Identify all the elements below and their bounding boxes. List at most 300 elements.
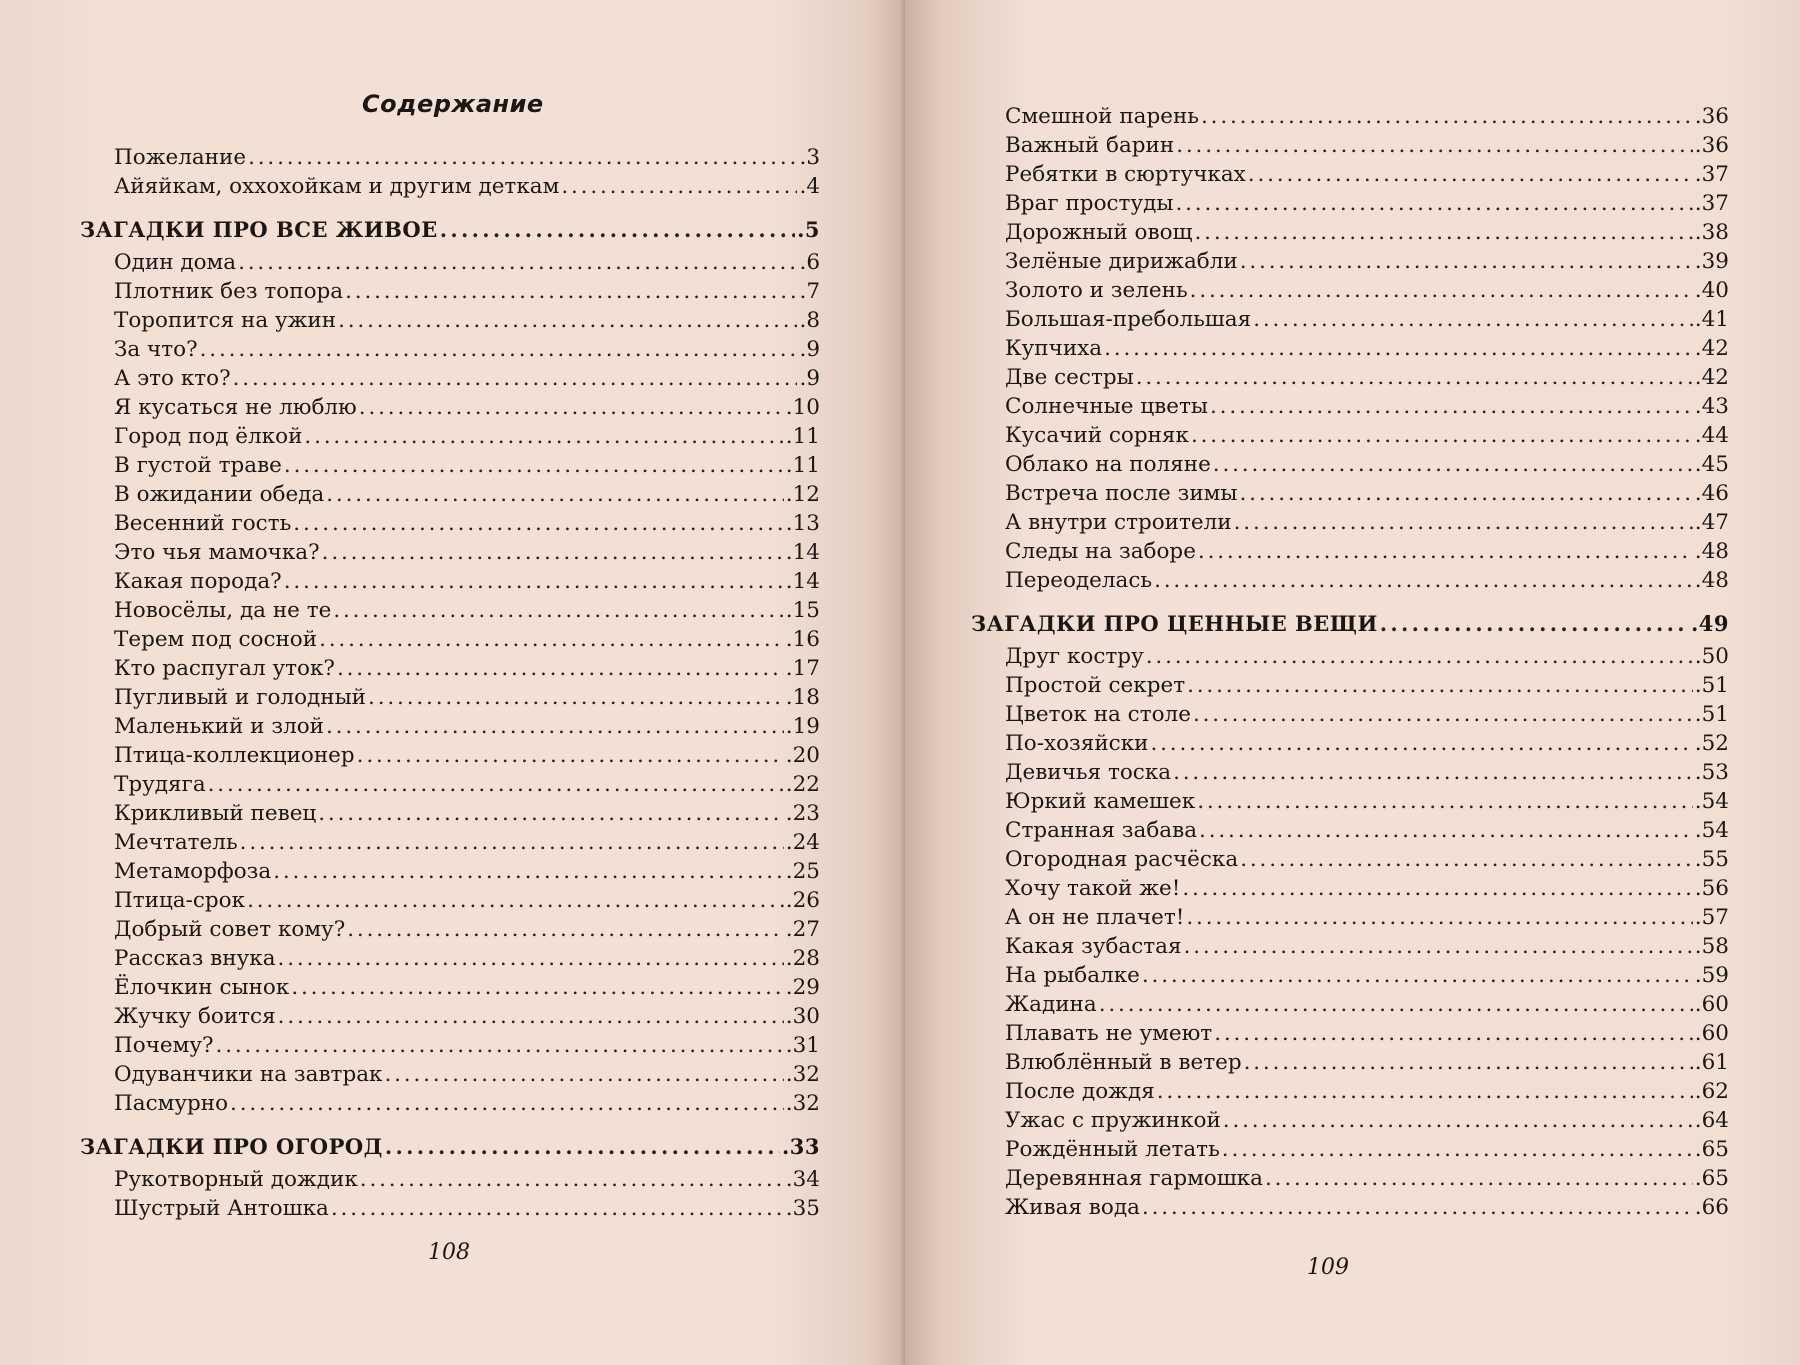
toc-entry-title: На рыбалке <box>1005 963 1140 988</box>
toc-leader-dots <box>440 215 795 244</box>
toc-entry-title: В ожидании обеда <box>114 482 325 507</box>
toc-entry-title: Большая-пребольшая <box>1005 307 1252 332</box>
toc-entry-title: А это кто? <box>114 366 231 391</box>
toc-entry-title: Трудяга <box>114 772 206 797</box>
toc-entry-page: .4 <box>799 174 820 199</box>
toc-entry-title: ЗАГАДКИ ПРО ВСЕ ЖИВОЕ <box>80 217 438 242</box>
toc-entry <box>971 787 1729 816</box>
toc-entry-page: .37 <box>1694 191 1729 216</box>
toc-entry <box>971 102 1729 131</box>
toc-entry <box>971 874 1729 903</box>
toc-entry-page: .53 <box>1694 760 1729 785</box>
toc-entry <box>971 729 1729 758</box>
toc-entry-title: Девичья тоска <box>1005 760 1172 785</box>
toc-list-right <box>971 102 1729 1222</box>
toc-entry-title: Рукотворный дождик <box>114 1167 358 1192</box>
toc-list-left <box>80 143 820 1223</box>
toc-entry <box>80 422 820 451</box>
toc-entry-title: Облако на поляне <box>1005 452 1211 477</box>
toc-entry <box>971 450 1729 479</box>
toc-entry <box>80 741 820 770</box>
toc-entry-page: .19 <box>785 714 820 739</box>
toc-entry <box>80 364 820 393</box>
toc-entry-title: Одуванчики на завтрак <box>114 1062 383 1087</box>
toc-leader-dots <box>1184 932 1693 961</box>
toc-leader-dots <box>345 277 797 306</box>
toc-leader-dots <box>1240 247 1693 276</box>
toc-leader-dots <box>1380 609 1689 638</box>
toc-entry-page: .35 <box>785 1196 820 1221</box>
toc-entry-title: Плавать не умеют <box>1005 1021 1213 1046</box>
toc-entry-title: Жадина <box>1005 992 1097 1017</box>
toc-entry-title: Мечтатель <box>114 830 238 855</box>
toc-entry-page: .41 <box>1694 307 1729 332</box>
toc-entry <box>971 363 1729 392</box>
toc-entry-page: .57 <box>1694 905 1729 930</box>
toc-entry-title: В густой траве <box>114 453 282 478</box>
toc-leader-dots <box>230 1089 784 1118</box>
toc-entry-title: Встреча после зимы <box>1005 481 1238 506</box>
toc-entry-title: Новосёлы, да не те <box>114 598 332 623</box>
toc-entry-title: Жучку боится <box>114 1004 276 1029</box>
toc-entry <box>80 393 820 422</box>
toc-entry <box>971 392 1729 421</box>
toc-entry <box>971 1106 1729 1135</box>
toc-leader-dots <box>304 422 783 451</box>
toc-leader-dots <box>1210 392 1693 421</box>
toc-leader-dots <box>1142 1193 1693 1222</box>
toc-entry-page: .54 <box>1694 789 1729 814</box>
toc-leader-dots <box>1176 131 1693 160</box>
toc-leader-dots <box>319 625 784 654</box>
toc-leader-dots <box>1197 787 1693 816</box>
toc-entry <box>971 671 1729 700</box>
toc-entry-page: .30 <box>785 1004 820 1029</box>
toc-entry-title: Весенний гость <box>114 511 292 536</box>
toc-entry <box>80 277 820 306</box>
toc-entry <box>80 712 820 741</box>
toc-entry <box>80 915 820 944</box>
toc-leader-dots <box>1214 1019 1693 1048</box>
toc-entry <box>971 1164 1729 1193</box>
toc-leader-dots <box>273 857 784 886</box>
toc-leader-dots <box>561 172 797 201</box>
toc-entry-page: .27 <box>785 917 820 942</box>
toc-leader-dots <box>1253 305 1693 334</box>
toc-entry <box>971 816 1729 845</box>
toc-leader-dots <box>1146 642 1693 671</box>
toc-entry-page: .48 <box>1694 568 1729 593</box>
toc-section-heading <box>80 215 820 244</box>
toc-leader-dots <box>368 683 784 712</box>
toc-entry <box>971 305 1729 334</box>
toc-entry-title: Юркий камешек <box>1005 789 1196 814</box>
toc-leader-dots <box>1198 537 1693 566</box>
toc-entry-page: .48 <box>1694 539 1729 564</box>
toc-leader-dots <box>1244 1048 1693 1077</box>
toc-section-heading <box>971 609 1729 638</box>
toc-entry-title: Пасмурно <box>114 1091 229 1116</box>
toc-entry-title: Зелёные дирижабли <box>1005 249 1238 274</box>
toc-leader-dots <box>200 335 798 364</box>
toc-entry-page: .20 <box>785 743 820 768</box>
toc-entry <box>971 642 1729 671</box>
toc-leader-dots <box>1213 450 1693 479</box>
toc-entry <box>971 218 1729 247</box>
toc-entry <box>80 1060 820 1089</box>
toc-entry-page: .51 <box>1694 702 1729 727</box>
toc-entry-page: .28 <box>785 946 820 971</box>
toc-entry-title: Переоделась <box>1005 568 1153 593</box>
toc-leader-dots <box>240 828 784 857</box>
toc-entry-page: .15 <box>785 598 820 623</box>
toc-leader-dots <box>384 1060 783 1089</box>
toc-entry-title: Пожелание <box>114 145 247 170</box>
toc-entry <box>80 143 820 172</box>
toc-leader-dots <box>247 886 784 915</box>
toc-entry-title: Купчиха <box>1005 336 1103 361</box>
toc-entry <box>971 1019 1729 1048</box>
toc-leader-dots <box>1193 700 1693 729</box>
toc-entry-page: .43 <box>1694 394 1729 419</box>
toc-entry-page: .62 <box>1694 1079 1729 1104</box>
toc-entry <box>80 944 820 973</box>
toc-leader-dots <box>331 1194 784 1223</box>
toc-entry-page: .40 <box>1694 278 1729 303</box>
toc-entry-page: .18 <box>785 685 820 710</box>
toc-entry-page: .8 <box>799 308 820 333</box>
toc-leader-dots <box>1186 903 1692 932</box>
toc-entry-page: .3 <box>799 145 820 170</box>
toc-leader-dots <box>318 799 784 828</box>
toc-entry-page: .11 <box>785 453 820 478</box>
toc-entry <box>971 990 1729 1019</box>
toc-entry <box>80 683 820 712</box>
toc-entry-title: ЗАГАДКИ ПРО ОГОРОД <box>80 1134 383 1159</box>
toc-entry-page: .54 <box>1694 818 1729 843</box>
toc-entry-page: .52 <box>1694 731 1729 756</box>
toc-leader-dots <box>233 364 798 393</box>
toc-entry <box>80 1194 820 1223</box>
toc-entry-title: Плотник без топора <box>114 279 344 304</box>
toc-entry <box>971 903 1729 932</box>
toc-leader-dots <box>1173 758 1693 787</box>
toc-entry-page: .5 <box>797 217 820 242</box>
toc-entry <box>80 451 820 480</box>
toc-entry <box>971 276 1729 305</box>
toc-entry-page: .44 <box>1694 423 1729 448</box>
toc-entry-page: .7 <box>799 279 820 304</box>
toc-leader-dots <box>347 915 784 944</box>
toc-entry-page: .66 <box>1694 1195 1729 1220</box>
toc-entry-page: .32 <box>785 1062 820 1087</box>
toc-entry <box>80 1165 820 1194</box>
toc-entry-page: .23 <box>785 801 820 826</box>
toc-entry <box>971 566 1729 595</box>
toc-entry <box>80 886 820 915</box>
toc-entry-page: .34 <box>785 1167 820 1192</box>
toc-entry-title: Маленький и злой <box>114 714 325 739</box>
toc-entry-title: Ёлочкин сынок <box>114 975 290 1000</box>
toc-entry <box>971 131 1729 160</box>
toc-leader-dots <box>1222 1135 1693 1164</box>
toc-entry-title: Следы на заборе <box>1005 539 1196 564</box>
toc-entry <box>80 596 820 625</box>
toc-entry-page: .42 <box>1694 336 1729 361</box>
toc-entry-page: .46 <box>1694 481 1729 506</box>
toc-leader-dots <box>1142 961 1693 990</box>
toc-leader-dots <box>208 770 784 799</box>
toc-leader-dots <box>1223 1106 1693 1135</box>
toc-leader-dots <box>1190 276 1693 305</box>
toc-entry-page: .9 <box>799 337 820 362</box>
toc-leader-dots <box>1195 218 1693 247</box>
toc-entry-title: Добрый совет кому? <box>114 917 346 942</box>
toc-entry <box>971 537 1729 566</box>
toc-entry-page: .33 <box>781 1134 820 1159</box>
toc-leader-dots <box>1265 1164 1693 1193</box>
toc-entry-page: .32 <box>785 1091 820 1116</box>
toc-entry <box>80 306 820 335</box>
toc-entry-page: .47 <box>1694 510 1729 535</box>
toc-entry-page: .37 <box>1694 162 1729 187</box>
toc-entry-page: .22 <box>785 772 820 797</box>
toc-entry <box>971 845 1729 874</box>
toc-leader-dots <box>1104 334 1693 363</box>
toc-entry-title: Торопится на ужин <box>114 308 337 333</box>
toc-entry <box>971 1048 1729 1077</box>
toc-entry-title: Один дома <box>114 250 237 275</box>
toc-leader-dots <box>1201 102 1693 131</box>
toc-leader-dots <box>278 944 784 973</box>
toc-entry-title: Цветок на столе <box>1005 702 1191 727</box>
toc-entry-page: .65 <box>1694 1137 1729 1162</box>
toc-entry <box>80 509 820 538</box>
toc-leader-dots <box>1099 990 1693 1019</box>
toc-entry <box>971 334 1729 363</box>
toc-entry-page: .6 <box>799 250 820 275</box>
toc-entry-page: .16 <box>785 627 820 652</box>
section-spacer <box>971 595 1729 609</box>
toc-leader-dots <box>1136 363 1693 392</box>
toc-entry-title: Я кусаться не люблю <box>114 395 357 420</box>
toc-entry-title: Враг простуды <box>1005 191 1174 216</box>
toc-leader-dots <box>333 596 783 625</box>
toc-entry-page: .36 <box>1694 104 1729 129</box>
toc-entry-title: Солнечные цветы <box>1005 394 1208 419</box>
toc-entry-title: А внутри строители <box>1005 510 1232 535</box>
toc-entry-title: Влюблённый в ветер <box>1005 1050 1242 1075</box>
toc-entry <box>971 508 1729 537</box>
toc-entry <box>971 189 1729 218</box>
toc-entry-page: .42 <box>1694 365 1729 390</box>
toc-entry-page: .55 <box>1694 847 1729 872</box>
toc-entry <box>971 700 1729 729</box>
toc-entry-title: Дорожный овощ <box>1005 220 1193 245</box>
toc-entry-page: .61 <box>1694 1050 1729 1075</box>
toc-leader-dots <box>322 538 784 567</box>
toc-entry-page: .36 <box>1694 133 1729 158</box>
toc-leader-dots <box>359 393 784 422</box>
toc-entry-title: Это чья мамочка? <box>114 540 320 565</box>
toc-leader-dots <box>1187 671 1693 700</box>
toc-entry <box>80 538 820 567</box>
toc-leader-dots <box>1157 1077 1693 1106</box>
toc-entry <box>971 1135 1729 1164</box>
toc-entry <box>971 758 1729 787</box>
toc-entry-title: Важный барин <box>1005 133 1175 158</box>
toc-entry <box>80 654 820 683</box>
toc-entry <box>80 335 820 364</box>
toc-entry <box>971 932 1729 961</box>
toc-entry-page: .56 <box>1694 876 1729 901</box>
toc-entry-page: .13 <box>785 511 820 536</box>
toc-entry <box>80 857 820 886</box>
toc-entry-title: Хочу такой же! <box>1005 876 1181 901</box>
toc-entry-page: .11 <box>785 424 820 449</box>
toc-entry-page: .24 <box>785 830 820 855</box>
toc-entry-title: После дождя <box>1005 1079 1155 1104</box>
toc-entry-title: За что? <box>114 337 198 362</box>
section-spacer <box>80 201 820 215</box>
toc-title: Содержание <box>362 90 544 118</box>
page-number-left: 108 <box>428 1240 470 1265</box>
toc-leader-dots <box>1199 816 1693 845</box>
toc-entry <box>971 961 1729 990</box>
toc-entry <box>971 1077 1729 1106</box>
toc-entry <box>80 828 820 857</box>
toc-entry-page: .38 <box>1694 220 1729 245</box>
toc-leader-dots <box>338 306 797 335</box>
toc-leader-dots <box>1191 421 1693 450</box>
toc-entry-page: .14 <box>785 540 820 565</box>
toc-leader-dots <box>357 741 784 770</box>
toc-leader-dots <box>284 451 784 480</box>
toc-entry-title: Рождённый летать <box>1005 1137 1220 1162</box>
toc-entry-title: Птица-срок <box>114 888 246 913</box>
toc-entry-title: По-хозяйски <box>1005 731 1149 756</box>
toc-entry-page: .17 <box>785 656 820 681</box>
toc-entry-page: .12 <box>785 482 820 507</box>
toc-entry <box>80 973 820 1002</box>
toc-entry <box>80 172 820 201</box>
toc-leader-dots <box>248 143 797 172</box>
toc-entry <box>971 160 1729 189</box>
toc-leader-dots <box>1240 845 1693 874</box>
toc-entry-page: .58 <box>1694 934 1729 959</box>
toc-entry-title: Ужас с пружинкой <box>1005 1108 1221 1133</box>
toc-entry-page: .49 <box>1690 611 1729 636</box>
toc-entry-title: Две сестры <box>1005 365 1134 390</box>
page-right <box>905 0 1800 1365</box>
toc-entry-page: .64 <box>1694 1108 1729 1133</box>
toc-entry-title: Золото и зелень <box>1005 278 1188 303</box>
toc-entry-page: .26 <box>785 888 820 913</box>
toc-leader-dots <box>1175 189 1692 218</box>
toc-leader-dots <box>326 712 784 741</box>
toc-entry <box>80 770 820 799</box>
toc-entry-title: Пугливый и голодный <box>114 685 367 710</box>
toc-entry-page: .65 <box>1694 1166 1729 1191</box>
toc-section-heading <box>80 1132 820 1161</box>
toc-entry-title: Огородная расчёска <box>1005 847 1239 872</box>
toc-leader-dots <box>337 654 784 683</box>
toc-entry-title: ЗАГАДКИ ПРО ЦЕННЫЕ ВЕЩИ <box>971 611 1378 636</box>
toc-leader-dots <box>278 1002 784 1031</box>
toc-entry-title: Живая вода <box>1005 1195 1140 1220</box>
toc-leader-dots <box>1240 479 1693 508</box>
toc-leader-dots <box>385 1132 780 1161</box>
toc-entry <box>80 625 820 654</box>
toc-entry-title: Странная забава <box>1005 818 1198 843</box>
toc-entry <box>80 1002 820 1031</box>
toc-leader-dots <box>1234 508 1693 537</box>
toc-entry-title: Метаморфоза <box>114 859 272 884</box>
toc-entry-title: Крикливый певец <box>114 801 317 826</box>
toc-leader-dots <box>1154 566 1693 595</box>
toc-entry <box>971 247 1729 276</box>
toc-entry-page: .10 <box>785 395 820 420</box>
toc-entry-title: Деревянная гармошка <box>1005 1166 1263 1191</box>
toc-leader-dots <box>238 248 797 277</box>
toc-entry-title: Айяйкам, оххохойкам и другим деткам <box>114 174 560 199</box>
toc-leader-dots <box>1182 874 1692 903</box>
toc-entry-page: .31 <box>785 1033 820 1058</box>
toc-entry-page: .45 <box>1694 452 1729 477</box>
toc-leader-dots <box>326 480 784 509</box>
toc-entry-title: А он не плачет! <box>1005 905 1185 930</box>
toc-entry-title: Ребятки в сюртучках <box>1005 162 1246 187</box>
toc-entry-page: .50 <box>1694 644 1729 669</box>
toc-entry-title: Какая зубастая <box>1005 934 1182 959</box>
toc-entry-page: .60 <box>1694 1021 1729 1046</box>
toc-entry-title: Простой секрет <box>1005 673 1186 698</box>
toc-entry-title: Кусачий сорняк <box>1005 423 1189 448</box>
toc-entry <box>80 1089 820 1118</box>
page-number-right: 109 <box>1307 1255 1349 1280</box>
toc-entry-page: .29 <box>785 975 820 1000</box>
toc-entry-title: Рассказ внука <box>114 946 276 971</box>
toc-leader-dots <box>1248 160 1693 189</box>
toc-entry-title: Кто распугал уток? <box>114 656 335 681</box>
toc-entry-title: Терем под сосной <box>114 627 318 652</box>
toc-entry-page: .59 <box>1694 963 1729 988</box>
toc-entry-page: .39 <box>1694 249 1729 274</box>
toc-entry <box>971 421 1729 450</box>
toc-entry <box>80 567 820 596</box>
toc-entry <box>80 480 820 509</box>
toc-entry <box>80 248 820 277</box>
toc-entry <box>971 479 1729 508</box>
toc-entry <box>80 1031 820 1060</box>
toc-leader-dots <box>360 1165 784 1194</box>
toc-leader-dots <box>284 567 784 596</box>
toc-leader-dots <box>293 509 784 538</box>
toc-entry <box>80 799 820 828</box>
toc-entry-page: .60 <box>1694 992 1729 1017</box>
toc-entry-page: .9 <box>799 366 820 391</box>
toc-entry-title: Шустрый Антошка <box>114 1196 329 1221</box>
toc-entry-page: .51 <box>1694 673 1729 698</box>
toc-entry-title: Птица-коллекционер <box>114 743 355 768</box>
toc-entry-title: Какая порода? <box>114 569 282 594</box>
section-spacer <box>80 1118 820 1132</box>
toc-leader-dots <box>291 973 783 1002</box>
toc-entry-title: Город под ёлкой <box>114 424 303 449</box>
toc-entry-page: .25 <box>785 859 820 884</box>
toc-entry <box>971 1193 1729 1222</box>
toc-entry-page: .14 <box>785 569 820 594</box>
